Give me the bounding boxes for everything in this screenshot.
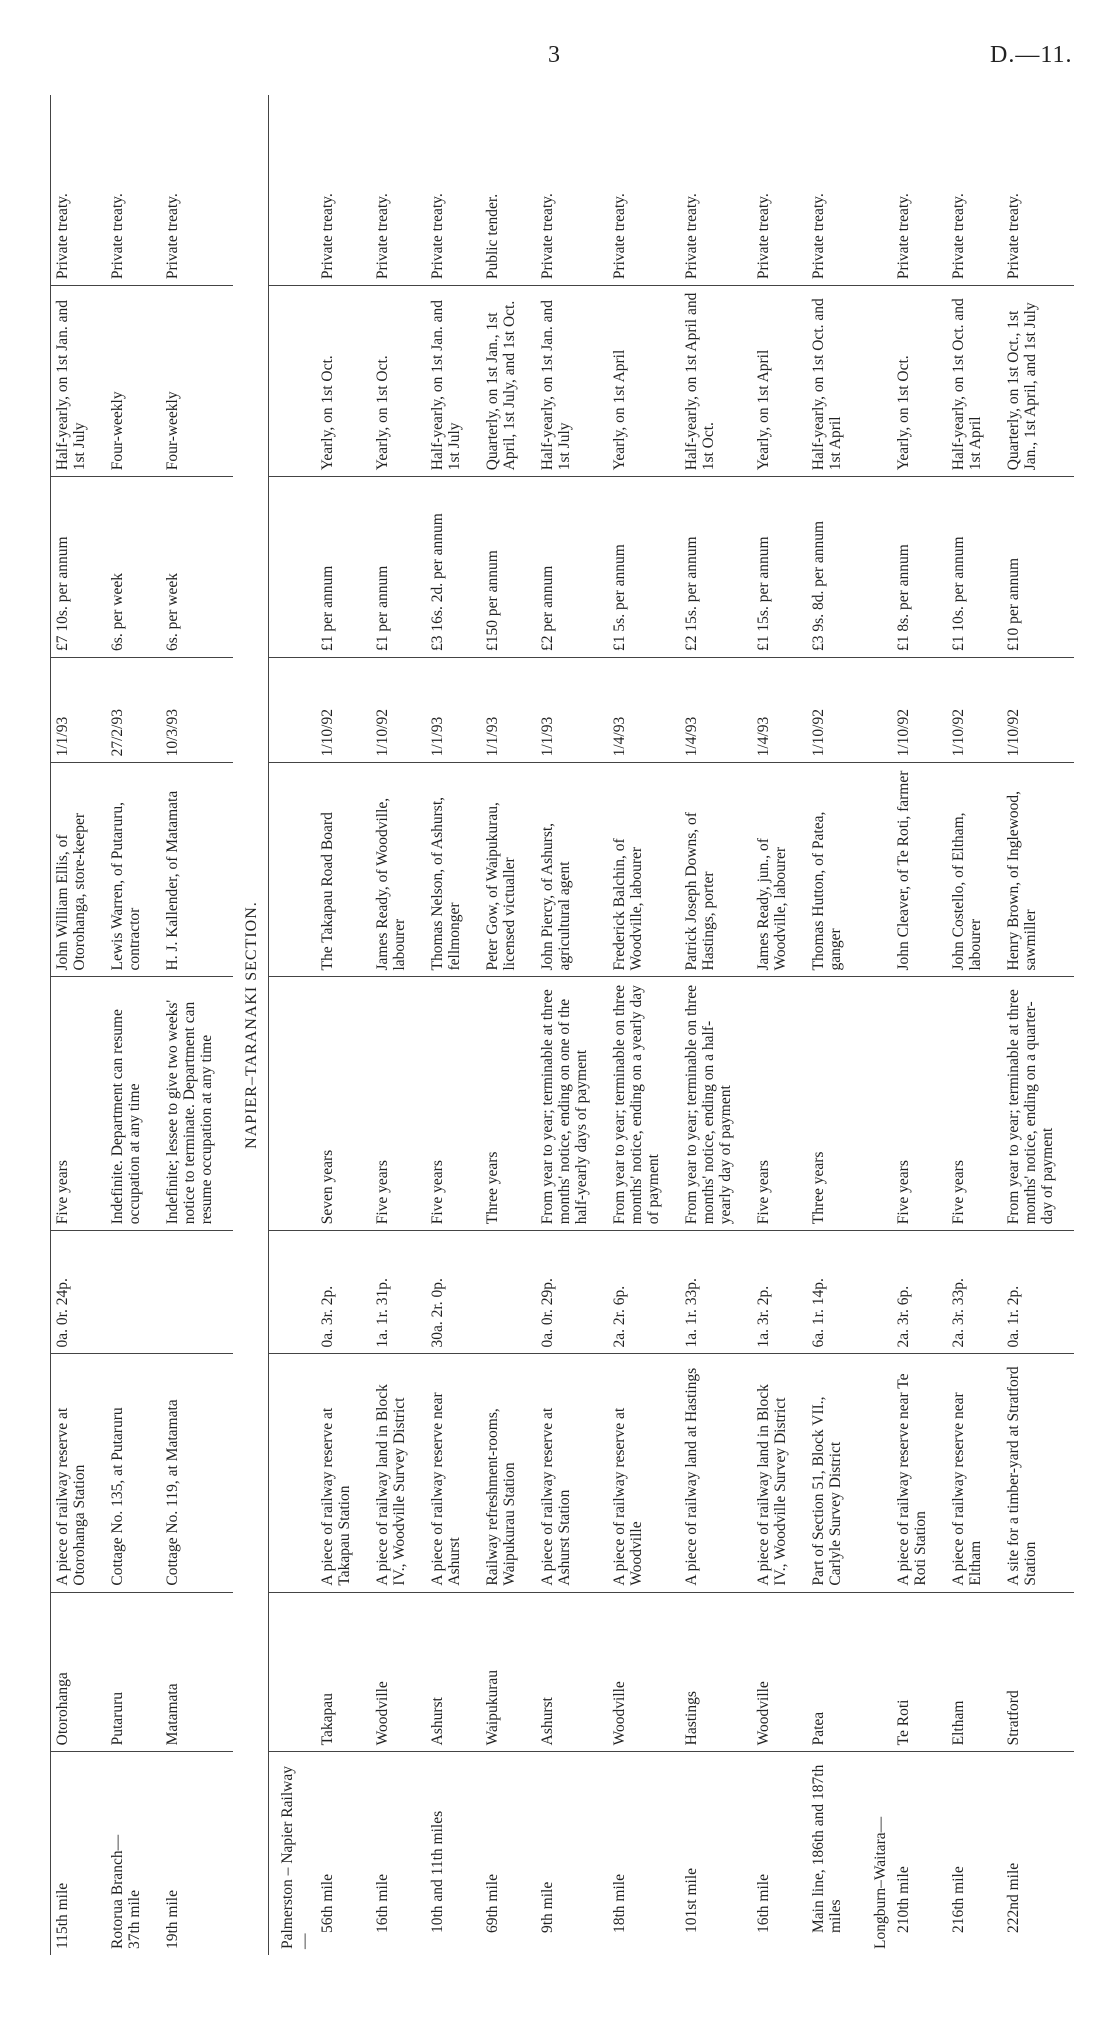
station-cell: Ashurst — [426, 1592, 481, 1752]
area-cell — [481, 1231, 536, 1354]
commencing-date-cell: 1/1/93 — [426, 657, 481, 762]
station-cell: Eltham — [947, 1592, 1002, 1752]
mileage-cell: 115th mile — [51, 1752, 107, 1955]
rent-cell: £1 15s. per annum — [752, 477, 807, 658]
payable-cell: Yearly, on 1st Oct. — [371, 286, 426, 477]
description-cell: Cottage No. 135, at Putaruru — [106, 1354, 161, 1592]
group-heading-row — [269, 95, 317, 1955]
station-cell: Putaruru — [106, 1592, 161, 1752]
payable-cell: Yearly, on 1st April — [752, 286, 807, 477]
commencing-date-cell: 1/1/93 — [536, 657, 608, 762]
mileage-cell: 16th mile — [374, 1874, 391, 1933]
table-row — [106, 95, 161, 1955]
payable-cell: Half-yearly, on 1st Jan. and 1st July — [51, 286, 107, 477]
area-cell: 0a. 1r. 2p. — [1002, 1231, 1074, 1354]
rent-cell: £1 8s. per annum — [892, 477, 947, 658]
mileage-cell: Rotorua Branch— 37th mile — [109, 1834, 143, 1949]
section-heading-body — [233, 95, 316, 1955]
group-heading-palmerston: Palmerston – Napier Railway— — [269, 1752, 317, 1955]
station-cell: Woodville — [371, 1592, 426, 1752]
term-cell: Three years — [807, 977, 862, 1231]
description-cell: A site for a timber-yard at Stratford Station — [1002, 1354, 1074, 1592]
area-cell: 6a. 1r. 14p. — [807, 1231, 862, 1354]
area-cell — [106, 1231, 161, 1354]
table-row — [316, 95, 371, 1955]
table-row — [426, 95, 481, 1955]
payable-cell: Yearly, on 1st April — [608, 286, 680, 477]
table-row — [536, 95, 608, 1955]
station-cell: Patea — [807, 1592, 862, 1752]
station-cell: Otorohanga — [51, 1592, 107, 1752]
lessee-cell: John William Ellis, of Otorohanga, store-keeper — [51, 763, 107, 977]
how-let-cell: Private treaty. — [51, 95, 107, 286]
lessee-cell: Thomas Hutton, of Patea, ganger — [807, 763, 862, 977]
lessee-cell: John Cleaver, of Te Roti, farmer — [892, 763, 947, 977]
area-cell: 2a. 2r. 6p. — [608, 1231, 680, 1354]
mileage-cell: 9th mile — [539, 1881, 556, 1933]
lessee-cell: Patrick Joseph Downs, of Hastings, porter — [680, 763, 752, 977]
table-row — [680, 95, 752, 1955]
rent-cell: £1 10s. per annum — [947, 477, 1002, 658]
rent-cell: 6s. per week — [161, 477, 233, 658]
table-row — [161, 95, 233, 1955]
station-cell: Woodville — [608, 1592, 680, 1752]
lessee-cell: Henry Brown, of Inglewood, sawmiller — [1002, 763, 1074, 977]
mileage-cell: 18th mile — [611, 1874, 628, 1933]
payable-cell: Four-weekly — [161, 286, 233, 477]
table-row — [51, 95, 107, 1955]
rent-cell: 6s. per week — [106, 477, 161, 658]
commencing-date-cell: 1/10/92 — [371, 657, 426, 762]
term-cell: Five years — [426, 977, 481, 1231]
rent-cell: £3 16s. 2d. per annum — [426, 477, 481, 658]
description-cell: A piece of railway reserve at Takapau Station — [316, 1354, 371, 1592]
how-let-cell: Private treaty. — [316, 95, 371, 286]
group-heading-longburn: Longburn–Waitara— — [872, 1816, 889, 1949]
term-cell: Five years — [51, 977, 107, 1231]
term-cell: From year to year; terminable on three months' notice, ending on a half-yearly day of payment — [680, 977, 752, 1231]
lessee-cell: The Takapau Road Board — [316, 763, 371, 977]
lessee-cell: Thomas Nelson, of Ashurst, fellmonger — [426, 763, 481, 977]
table-row — [807, 95, 862, 1955]
payable-cell: Yearly, on 1st Oct. — [892, 286, 947, 477]
page-number: 3 — [548, 42, 560, 68]
how-let-cell: Private treaty. — [608, 95, 680, 286]
payable-cell: Half-yearly, on 1st Jan. and 1st July — [426, 286, 481, 477]
how-let-cell: Private treaty. — [807, 95, 862, 286]
description-cell: A piece of railway reserve near Te Roti Station — [892, 1354, 947, 1592]
table-body-napier — [316, 95, 862, 1955]
station-cell: Te Roti — [892, 1592, 947, 1752]
area-cell: 2a. 3r. 6p. — [892, 1231, 947, 1354]
how-let-cell: Private treaty. — [426, 95, 481, 286]
description-cell: A piece of railway reserve at Ashurst Station — [536, 1354, 608, 1592]
rent-cell: £150 per annum — [481, 477, 536, 658]
how-let-cell: Private treaty. — [892, 95, 947, 286]
payable-cell: Half-yearly, on 1st Oct. and 1st April — [947, 286, 1002, 477]
term-cell: Seven years — [316, 977, 371, 1231]
description-cell: A piece of railway reserve near Ashurst — [426, 1354, 481, 1592]
commencing-date-cell: 1/10/92 — [947, 657, 1002, 762]
description-cell: A piece of railway reserve near Eltham — [947, 1354, 1002, 1592]
mileage-cell: Main line, 186th and 187th miles — [810, 1764, 844, 1933]
term-cell: Five years — [892, 977, 947, 1231]
payable-cell: Quarterly, on 1st Jan., 1st April, 1st July, and 1st Oct. — [481, 286, 536, 477]
description-cell: Railway refreshment-rooms, Waipukurau Station — [481, 1354, 536, 1592]
commencing-date-cell: 1/10/92 — [316, 657, 371, 762]
area-cell: 0a. 3r. 2p. — [316, 1231, 371, 1354]
rent-cell: £2 15s. per annum — [680, 477, 752, 658]
payable-cell: Yearly, on 1st Oct. — [316, 286, 371, 477]
lease-table — [50, 95, 1074, 1955]
area-cell: 1a. 1r. 33p. — [680, 1231, 752, 1354]
area-cell: 1a. 3r. 2p. — [752, 1231, 807, 1354]
commencing-date-cell: 1/4/93 — [680, 657, 752, 762]
mileage-cell: 216th mile — [950, 1866, 967, 1933]
mileage-cell: 69th mile — [484, 1874, 501, 1933]
description-cell: A piece of railway reserve at Woodville — [608, 1354, 680, 1592]
mileage-cell: 101st mile — [683, 1867, 700, 1933]
payable-cell: Half-yearly, on 1st Oct. and 1st April — [807, 286, 862, 477]
station-cell: Ashurst — [536, 1592, 608, 1752]
lessee-cell: H. J. Kallender, of Matamata — [161, 763, 233, 977]
mileage-cell: 10th and 11th miles — [429, 1810, 446, 1933]
table-row — [892, 95, 947, 1955]
description-cell: A piece of railway reserve at Otorohanga Station — [51, 1354, 107, 1592]
payable-cell: Quarterly, on 1st Oct., 1st Jan., 1st April, and 1st July — [1002, 286, 1074, 477]
how-let-cell: Private treaty. — [106, 95, 161, 286]
rent-cell: £10 per annum — [1002, 477, 1074, 658]
commencing-date-cell: 1/4/93 — [752, 657, 807, 762]
how-let-cell: Private treaty. — [947, 95, 1002, 286]
table-row — [371, 95, 426, 1955]
table-row — [1002, 95, 1074, 1955]
term-cell: From year to year; terminable on three months' notice, ending on a yearly day of payment — [608, 977, 680, 1231]
commencing-date-cell: 1/10/92 — [1002, 657, 1074, 762]
area-cell: 1a. 1r. 31p. — [371, 1231, 426, 1354]
commencing-date-cell: 27/2/93 — [106, 657, 161, 762]
station-cell: Matamata — [161, 1592, 233, 1752]
commencing-date-cell: 1/4/93 — [608, 657, 680, 762]
lessee-cell: Peter Gow, of Waipukurau, licensed victualler — [481, 763, 536, 977]
rent-cell: £7 10s. per annum — [51, 477, 107, 658]
station-cell: Takapau — [316, 1592, 371, 1752]
term-cell: Five years — [947, 977, 1002, 1231]
section-heading-row — [233, 95, 269, 1955]
mileage-cell: 56th mile — [319, 1874, 336, 1933]
description-cell: A piece of railway land at Hastings — [680, 1354, 752, 1592]
table-body-top — [51, 95, 234, 1955]
area-cell: 30a. 2r. 0p. — [426, 1231, 481, 1354]
how-let-cell: Public tender. — [481, 95, 536, 286]
lessee-cell: John Costello, of Eltham, labourer — [947, 763, 1002, 977]
how-let-cell: Private treaty. — [752, 95, 807, 286]
lessee-cell: John Piercy, of Ashurst, agricultural agent — [536, 763, 608, 977]
rent-cell: £3 9s. 8d. per annum — [807, 477, 862, 658]
rent-cell: £1 per annum — [371, 477, 426, 658]
term-cell: Three years — [481, 977, 536, 1231]
description-cell: Part of Section 51, Block VII., Carlyle Survey District — [807, 1354, 862, 1592]
section-title: NAPIER–TARANAKI SECTION. — [243, 901, 260, 1149]
term-cell: Five years — [752, 977, 807, 1231]
term-cell: Indefinite. Department can resume occupation at any time — [106, 977, 161, 1231]
description-cell: A piece of railway land in Block IV., Woodville Survey District — [371, 1354, 426, 1592]
lessee-cell: Frederick Balchin, of Woodville, labourer — [608, 763, 680, 977]
area-cell: 0a. 0r. 29p. — [536, 1231, 608, 1354]
payable-cell: Half-yearly, on 1st April and 1st Oct. — [680, 286, 752, 477]
rent-cell: £1 per annum — [316, 477, 371, 658]
payable-cell: Four-weekly — [106, 286, 161, 477]
description-cell: A piece of railway land in Block IV., Woodville Survey District — [752, 1354, 807, 1592]
commencing-date-cell: 1/1/93 — [51, 657, 107, 762]
how-let-cell: Private treaty. — [161, 95, 233, 286]
rotated-lease-table — [50, 95, 1060, 1955]
area-cell — [161, 1231, 233, 1354]
how-let-cell: Private treaty. — [536, 95, 608, 286]
longburn-heading-body — [862, 95, 892, 1955]
area-cell: 0a. 0r. 24p. — [51, 1231, 107, 1354]
term-cell: Five years — [371, 977, 426, 1231]
commencing-date-cell: 10/3/93 — [161, 657, 233, 762]
table-row — [608, 95, 680, 1955]
mileage-cell: 222nd mile — [1005, 1862, 1022, 1933]
table-row — [481, 95, 536, 1955]
area-cell: 2a. 3r. 33p. — [947, 1231, 1002, 1354]
term-cell: Indefinite; lessee to give two weeks' notice to terminate. Department can resume occupation at any time — [161, 977, 233, 1231]
commencing-date-cell: 1/10/92 — [892, 657, 947, 762]
station-cell: Woodville — [752, 1592, 807, 1752]
group-heading-row — [862, 95, 892, 1955]
commencing-date-cell: 1/10/92 — [807, 657, 862, 762]
station-cell: Waipukurau — [481, 1592, 536, 1752]
rent-cell: £2 per annum — [536, 477, 608, 658]
mileage-cell: 16th mile — [755, 1874, 772, 1933]
mileage-cell: 19th mile — [164, 1890, 181, 1949]
table-row — [947, 95, 1002, 1955]
station-cell: Hastings — [680, 1592, 752, 1752]
table-body-longburn — [892, 95, 1074, 1955]
rent-cell: £1 5s. per annum — [608, 477, 680, 658]
lessee-cell: Lewis Warren, of Putaruru, contractor — [106, 763, 161, 977]
term-cell: From year to year; terminable at three months' notice, ending on one of the half-yearly days of payment — [536, 977, 608, 1231]
payable-cell: Half-yearly, on 1st Jan. and 1st July — [536, 286, 608, 477]
how-let-cell: Private treaty. — [371, 95, 426, 286]
commencing-date-cell: 1/1/93 — [481, 657, 536, 762]
description-cell: Cottage No. 119, at Matamata — [161, 1354, 233, 1592]
term-cell: From year to year; terminable at three months' notice, ending on a quarter-day of payment — [1002, 977, 1074, 1231]
station-cell: Stratford — [1002, 1592, 1074, 1752]
how-let-cell: Private treaty. — [680, 95, 752, 286]
mileage-cell: 210th mile — [895, 1866, 912, 1933]
document-reference: D.—11. — [990, 42, 1073, 68]
table-row — [752, 95, 807, 1955]
lessee-cell: James Ready, jun., of Woodville, labourer — [752, 763, 807, 977]
how-let-cell: Private treaty. — [1002, 95, 1074, 286]
lessee-cell: James Ready, of Woodville, labourer — [371, 763, 426, 977]
